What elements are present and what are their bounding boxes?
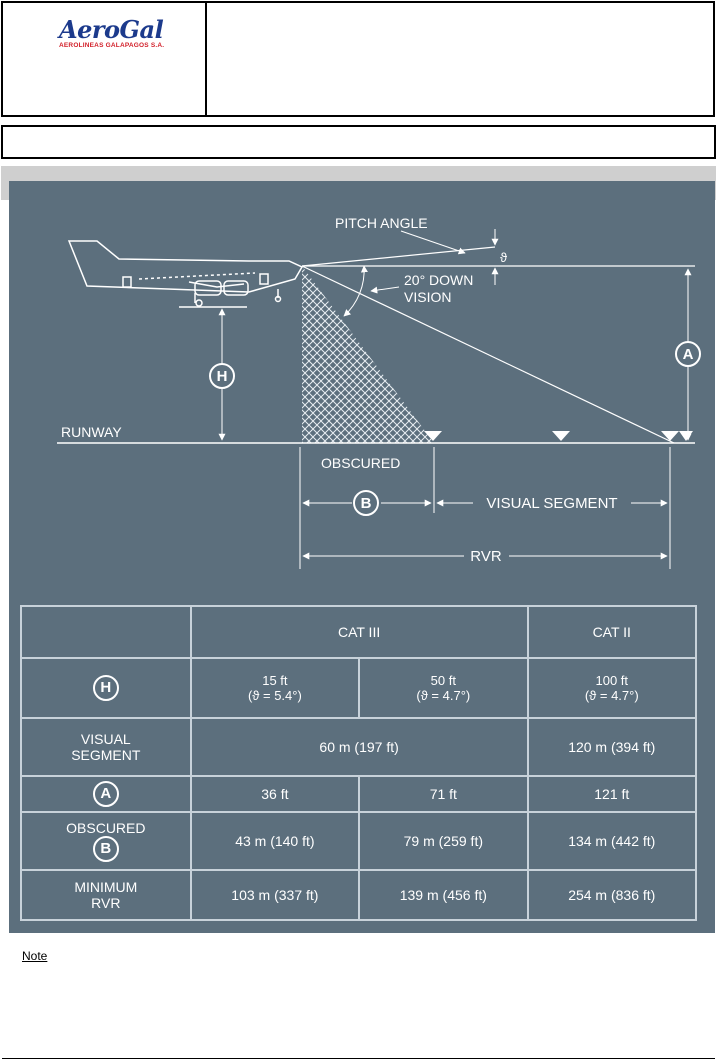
document-header <box>1 1 715 117</box>
obscured-label: OBSCURED <box>321 455 401 471</box>
cell-value: 71 ft <box>359 776 527 812</box>
approach-diagram <box>9 181 715 601</box>
b-row-label: B <box>93 836 119 862</box>
cell-value: 15 ft <box>262 673 288 688</box>
a-row-label: A <box>93 781 119 807</box>
table-row <box>21 658 696 718</box>
cell-value: 139 m (456 ft) <box>359 870 527 920</box>
cell-value: 50 ft <box>430 673 456 688</box>
cell-value: (ϑ = 5.4°) <box>247 688 302 703</box>
a-label: A <box>682 346 694 363</box>
table-row <box>21 776 696 812</box>
down-vision-label-2: VISION <box>404 289 452 305</box>
row-label: SEGMENT <box>71 747 141 763</box>
table-header-row <box>21 606 696 658</box>
footer-divider <box>2 1058 715 1059</box>
visual-segment-figure <box>9 181 715 933</box>
b-label: B <box>360 495 372 512</box>
table-row <box>21 718 696 776</box>
aircraft-icon <box>69 241 302 307</box>
cat2-header: CAT II <box>528 606 696 658</box>
logo-subtitle: AEROLINEAS GALAPAGOS S.A. <box>59 42 165 49</box>
h-row-label: H <box>93 675 119 701</box>
cell-value: 100 ft <box>595 673 629 688</box>
table-corner-cell <box>21 606 191 658</box>
rvr-label: RVR <box>470 548 502 565</box>
table-row <box>21 870 696 920</box>
cell-value: 103 m (337 ft) <box>191 870 359 920</box>
minimum-rvr-table <box>20 605 697 921</box>
cell-value: (ϑ = 4.7°) <box>584 688 639 703</box>
cell-value: 36 ft <box>191 776 359 812</box>
theta-label: ϑ <box>500 250 508 265</box>
cell-value: 120 m (394 ft) <box>528 718 696 776</box>
note-label: Note <box>22 949 48 963</box>
cell-value: 43 m (140 ft) <box>191 812 359 870</box>
row-label: RVR <box>91 895 121 911</box>
cat3-header: CAT III <box>191 606 528 658</box>
runway-label: RUNWAY <box>61 424 122 440</box>
row-label: MINIMUM <box>74 879 138 895</box>
cell-value: 254 m (836 ft) <box>528 870 696 920</box>
row-label: VISUAL <box>80 731 131 747</box>
pitch-angle-label: PITCH ANGLE <box>335 215 428 231</box>
visual-segment-label: VISUAL SEGMENT <box>486 495 618 512</box>
h-label: H <box>216 368 228 385</box>
cell-value: (ϑ = 4.7°) <box>416 688 471 703</box>
cell-value: 134 m (442 ft) <box>528 812 696 870</box>
cell-value: 79 m (259 ft) <box>359 812 527 870</box>
table-row <box>21 812 696 870</box>
title-bar <box>1 125 716 159</box>
down-vision-label-1: 20° DOWN <box>404 272 474 288</box>
logo-cell <box>3 3 207 115</box>
row-label: OBSCURED <box>66 820 146 836</box>
company-logo: AeroGal <box>59 15 164 44</box>
cell-value: 121 ft <box>528 776 696 812</box>
cell-value: 60 m (197 ft) <box>191 718 528 776</box>
